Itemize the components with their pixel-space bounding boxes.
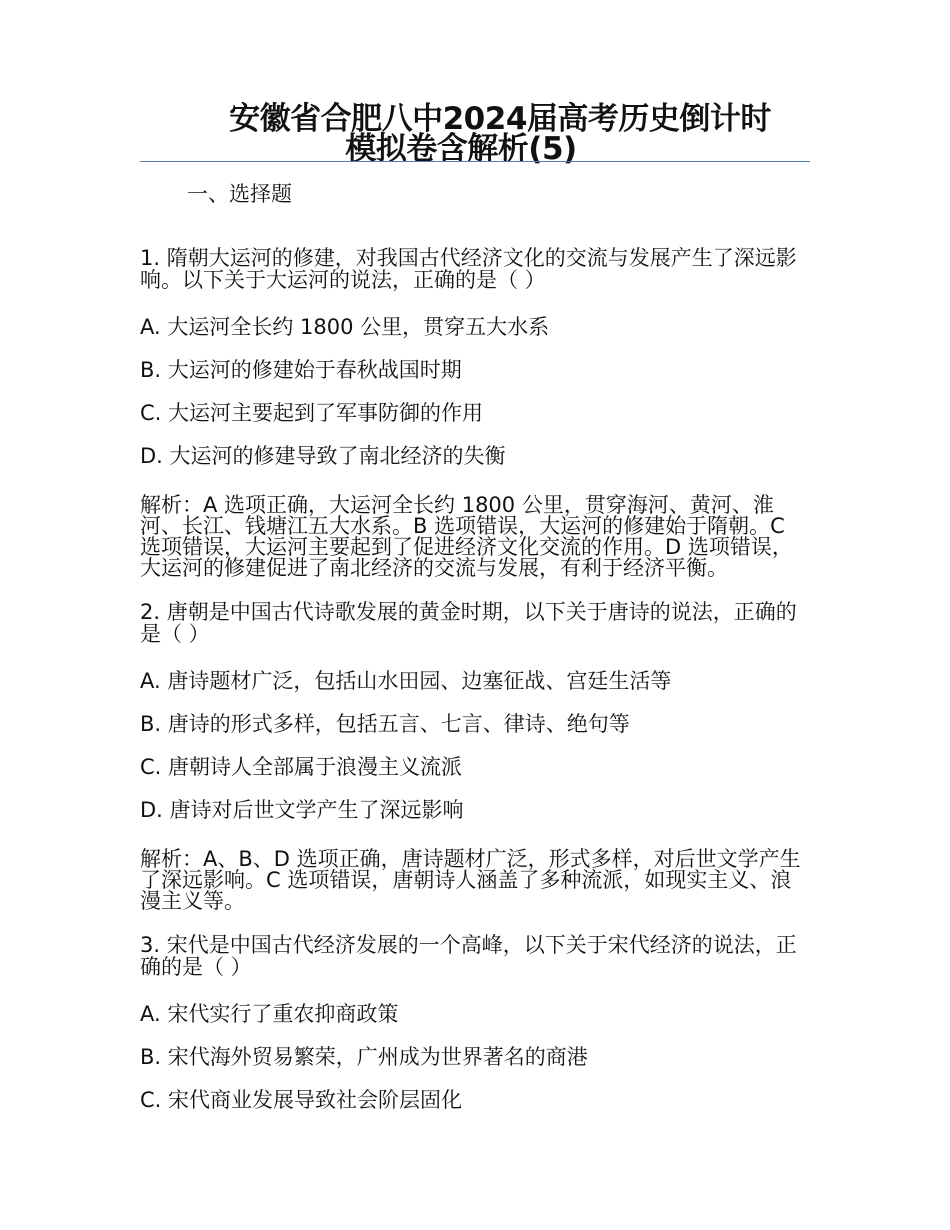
question-stem: 1. 隋朝大运河的修建，对我国古代经济文化的交流与发展产生了深远影响。以下关于大运河的说法，正确的是（ ） — [140, 246, 797, 292]
analysis-text: 解析：A 选项正确，大运河全长约 1800 公里，贯穿海河、黄河、淮河、长江、钱塘江五大水系。B 选项错误，大运河的修建始于隋朝。C 选项错误，大运河主要起到了促进经济文化交流的作用。D 选项错误，大运河的修建促进了南北经济的交流与发展，有利于经济平衡。 — [140, 493, 793, 580]
option-c: C. 唐朝诗人全部属于浪漫主义流派 — [140, 755, 463, 779]
option-b: B. 唐诗的形式多样，包括五言、七言、律诗、绝句等 — [140, 712, 630, 736]
option-c: C. 宋代商业发展导致社会阶层固化 — [140, 1088, 463, 1112]
option-d: D. 唐诗对后世文学产生了深远影响 — [140, 798, 464, 822]
option-b: B. 宋代海外贸易繁荣，广州成为世界著名的商港 — [140, 1045, 588, 1069]
section-heading: 一、选择题 — [187, 182, 292, 206]
question-stem: 2. 唐朝是中国古代诗歌发展的黄金时期，以下关于唐诗的说法，正确的是（ ） — [140, 600, 797, 646]
title-line-1: 安徽省合肥八中2024届高考历史倒计时 — [229, 101, 771, 137]
analysis-text: 解析：A、B、D 选项正确，唐诗题材广泛，形式多样，对后世文学产生了深远影响。C 选项错误，唐朝诗人涵盖了多种流派，如现实主义、浪漫主义等。 — [140, 847, 801, 913]
option-b: B. 大运河的修建始于春秋战国时期 — [140, 358, 462, 382]
option-a: A. 大运河全长约 1800 公里，贯穿五大水系 — [140, 315, 550, 339]
document-title — [140, 101, 810, 167]
option-c: C. 大运河主要起到了军事防御的作用 — [140, 401, 484, 425]
question-list — [140, 226, 812, 1129]
option-a: A. 唐诗题材广泛，包括山水田园、边塞征战、宫廷生活等 — [140, 669, 672, 693]
title-line-2: 模拟卷含解析(5) — [345, 131, 577, 167]
option-d: D. 大运河的修建导致了南北经济的失衡 — [140, 444, 506, 468]
question-2 — [140, 601, 812, 912]
option-a: A. 宋代实行了重农抑商政策 — [140, 1002, 399, 1026]
title-divider — [140, 161, 810, 162]
question-1 — [140, 247, 812, 579]
question-stem: 3. 宋代是中国古代经济发展的一个高峰，以下关于宋代经济的说法，正确的是（ ） — [140, 933, 797, 979]
question-3 — [140, 934, 812, 1114]
